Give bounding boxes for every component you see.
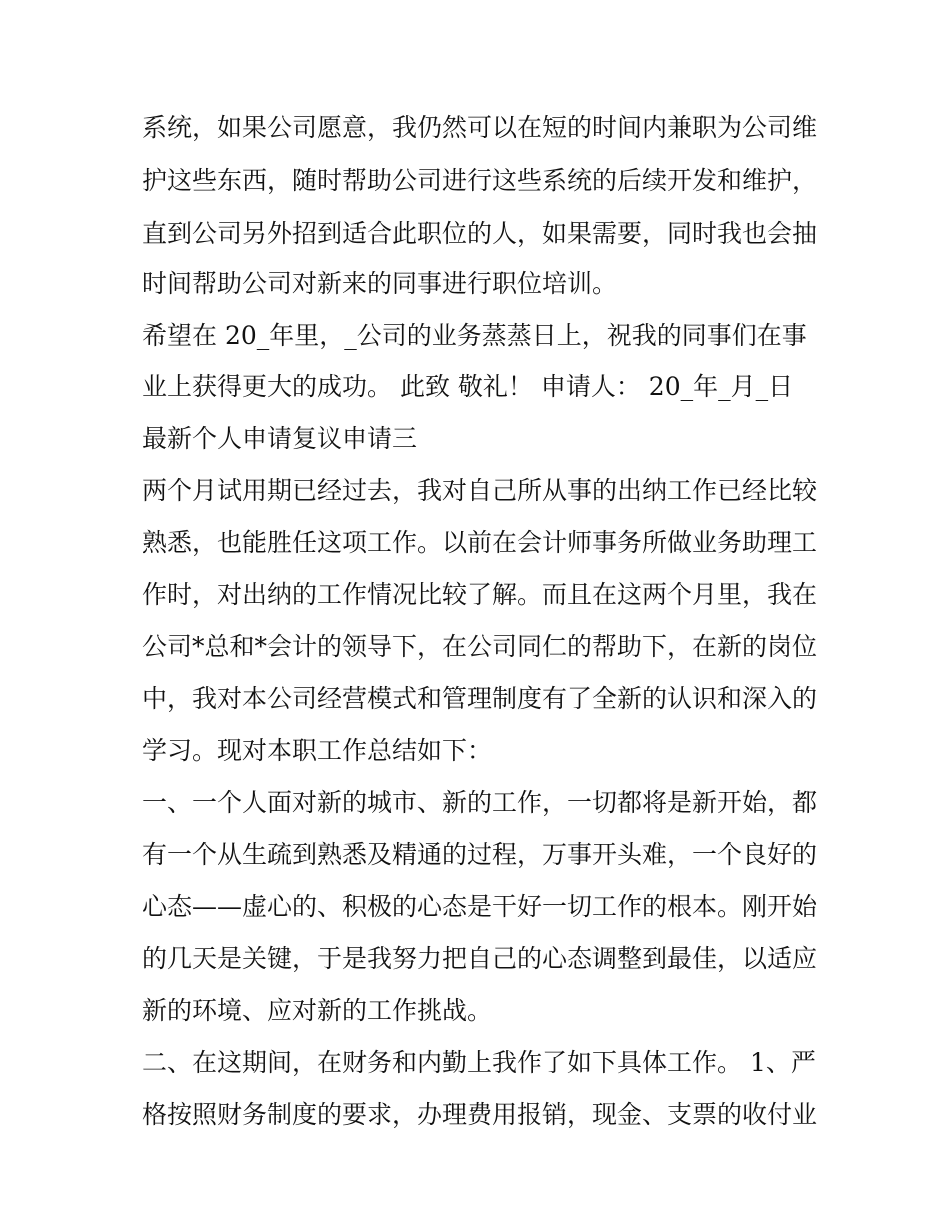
section-heading: 最新个人申请复议申请三: [142, 424, 418, 453]
text-line: 业上获得更大的成功。 此致 敬礼！ 申请人： 20_年_月_日: [142, 372, 794, 401]
text-line: 的几天是关键，于是我努力把自己的心态调整到最佳，以适应: [142, 944, 818, 973]
text-line: 护这些东西，随时帮助公司进行这些系统的后续开发和维护，: [142, 166, 818, 195]
text-line: 中，我对本公司经营模式和管理制度有了全新的认识和深入的: [142, 684, 818, 713]
text-line: 两个月试用期已经过去，我对自己所从事的出纳工作已经比较: [142, 476, 818, 505]
text-line: 有一个从生疏到熟悉及精通的过程，万事开头难，一个良好的: [142, 840, 818, 869]
text-line: 希望在 20_年里，_公司的业务蒸蒸日上，祝我的同事们在事: [142, 321, 807, 350]
text-line: 熟悉，也能胜任这项工作。以前在会计师事务所做业务助理工: [142, 528, 818, 557]
text-line: 直到公司另外招到适合此职位的人，如果需要，同时我也会抽: [142, 219, 818, 248]
text-line: 公司*总和*会计的领导下，在公司同仁的帮助下，在新的岗位: [142, 632, 818, 661]
text-line: 系统，如果公司愿意，我仍然可以在短的时间内兼职为公司维: [142, 113, 818, 142]
text-line: 新的环境、应对新的工作挑战。: [142, 996, 493, 1025]
text-line: 学习。现对本职工作总结如下：: [142, 736, 493, 765]
text-line: 作时，对出纳的工作情况比较了解。而且在这两个月里，我在: [142, 580, 818, 609]
text-line: 一、一个人面对新的城市、新的工作，一切都将是新开始，都: [142, 788, 818, 817]
text-line: 心态——虚心的、积极的心态是干好一切工作的根本。刚开始: [142, 892, 818, 921]
text-line: 时间帮助公司对新来的同事进行职位培训。: [142, 269, 618, 298]
text-line: 二、在这期间，在财务和内勤上我作了如下具体工作。 1、严: [142, 1048, 816, 1077]
text-line: 格按照财务制度的要求，办理费用报销，现金、支票的收付业: [142, 1100, 818, 1129]
